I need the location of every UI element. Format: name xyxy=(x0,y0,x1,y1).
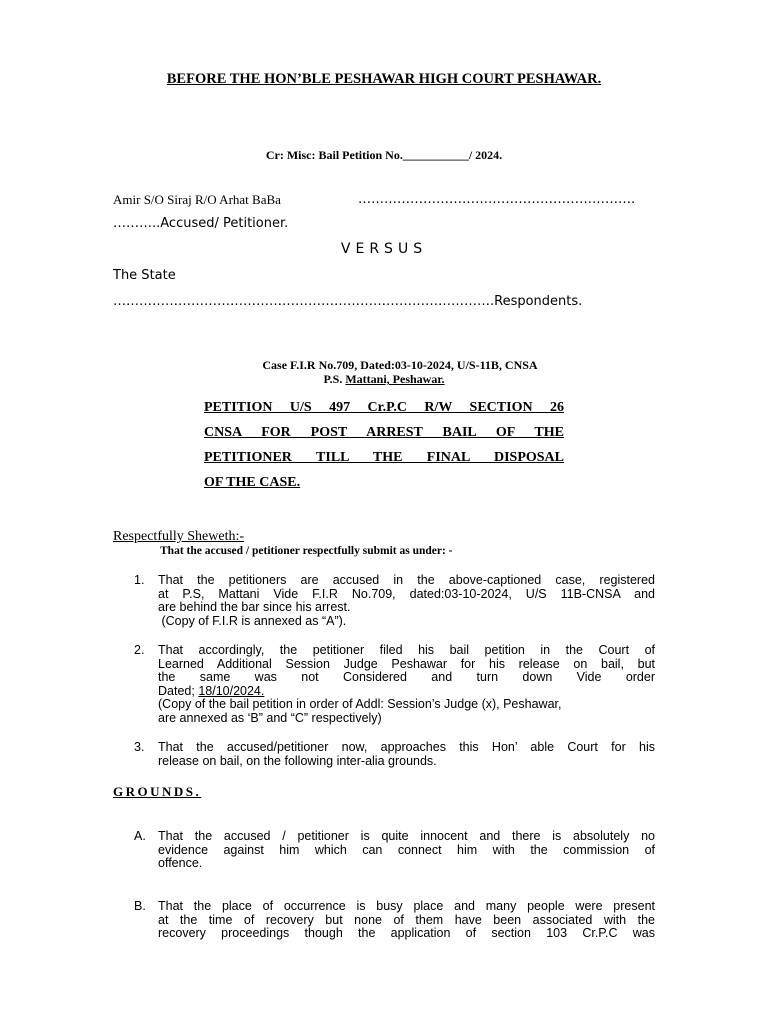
respondent-name: The State xyxy=(113,268,176,283)
list-item: 1. That the petitioners are accused in the above-captioned case, registered at P.S, Mattani Vide F.I.R No.709, dated:03-10-2024, U/S 11B-CNSA and are behind the bar since his arrest. (Copy of F.I.R is annexed as “A”). xyxy=(134,573,655,628)
respectfully-sheweth: Respectfully Sheweth:- xyxy=(113,529,245,544)
submission-line: That the accused / petitioner respectfully submit as under: - xyxy=(160,545,453,557)
petitioner-name: Amir S/O Siraj R/O Arhat BaBa xyxy=(113,192,281,207)
grounds-heading: GROUNDS. xyxy=(113,784,202,799)
list-item: 3. That the accused/petitioner now, approaches this Hon’ able Court for his release on bail, on the following inter-alia grounds. xyxy=(134,740,655,768)
petition-title-line: PETITIONER TILL THE FINAL DISPOSAL xyxy=(204,450,564,465)
petition-number: Cr: Misc: Bail Petition No.___________/ 2024. xyxy=(265,148,503,162)
case-ref-line2: P.S. Mattani, Peshawar. xyxy=(323,372,445,386)
list-marker: 2. xyxy=(134,643,145,657)
list-marker: B. xyxy=(134,899,146,913)
list-item: 2. That accordingly, the petitioner filed his bail petition in the Court of Learned Additional Session Judge Peshawar for his release on bail, but the same was not Considered and turn down Vide order Dated; 18/10/2024. (Copy of the bail petition in order of Addl: Session’s Judge (x), Peshawar, are annexed as ‘B” and “C” respectively) xyxy=(134,643,655,725)
petitioner-role: ………..Accused/ Petitioner. xyxy=(113,216,289,231)
petitioner-dots: ………………………………………………………. xyxy=(358,192,636,207)
court-heading: BEFORE THE HON’BLE PESHAWAR HIGH COURT PESHAWAR. xyxy=(166,71,602,87)
petition-title-line: CNSA FOR POST ARREST BAIL OF THE xyxy=(204,425,564,440)
respondent-role: …………………………………………………………………………….Respondents. xyxy=(113,294,583,309)
petition-title-line: OF THE CASE. xyxy=(204,475,301,490)
petition-title-line: PETITION U/S 497 Cr.P.C R/W SECTION 26 xyxy=(204,400,564,415)
ground-item: B. That the place of occurrence is busy place and many people were present at the time of recovery but none of them have been associated with the recovery proceedings though the application of section 103 Cr.P.C was xyxy=(134,899,655,940)
list-marker: 1. xyxy=(134,573,145,587)
case-ref-line1: Case F.I.R No.709, Dated:03-10-2024, U/S-11B, CNSA xyxy=(262,358,538,372)
list-marker: 3. xyxy=(134,740,145,754)
list-marker: A. xyxy=(134,829,146,843)
ground-item: A. That the accused / petitioner is quite innocent and there is absolutely no evidence against him which can connect him with the commission of offence. xyxy=(134,829,655,870)
versus-label: VERSUS xyxy=(340,241,428,257)
